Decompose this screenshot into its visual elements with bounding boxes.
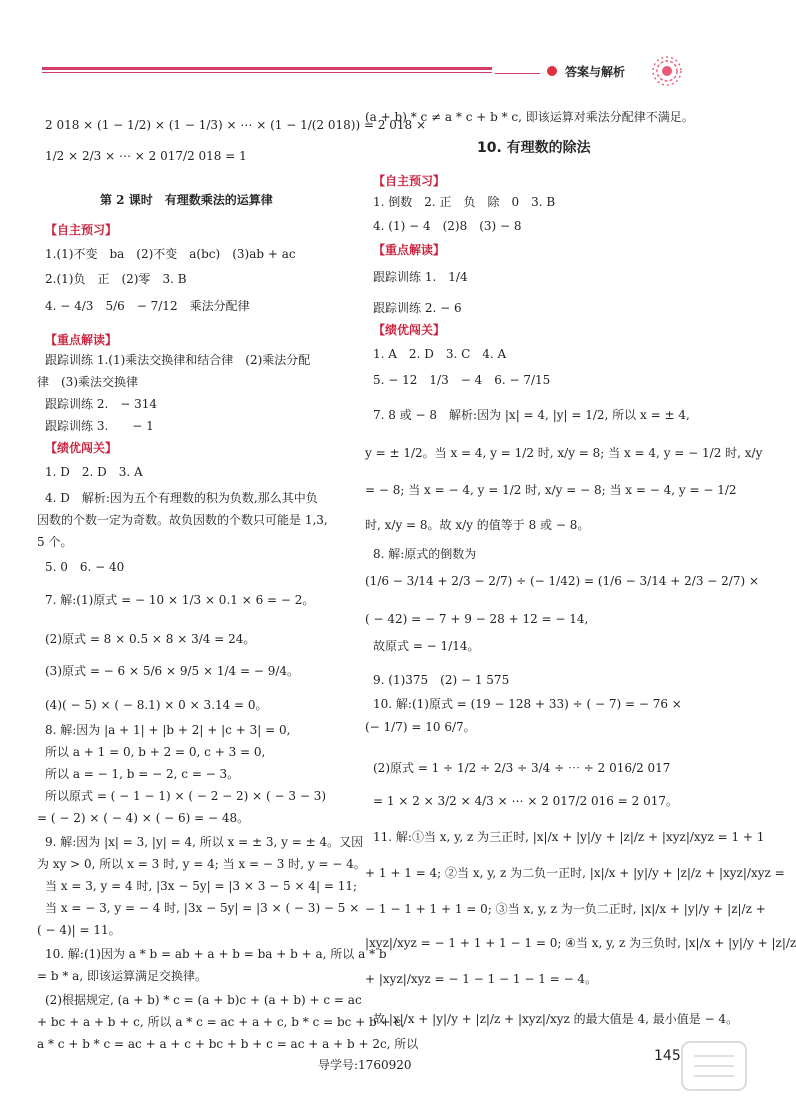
text-line: 【重点解读】 xyxy=(373,243,446,257)
text-line: 时, x/y = 8。故 x/y 的值等于 8 或 − 8。 xyxy=(365,518,590,532)
text-line: + bc + a + b + c, 所以 a * c = ac + a + c, b * c = bc + b + c, xyxy=(37,1015,405,1029)
text-line: + 1 + 1 = 4; ②当 x, y, z 为二负一正时, |x|/x + |y|/y + |z|/z + |xyz|/xyz = xyxy=(365,866,785,880)
text-line: 跟踪训练 2. − 314 xyxy=(45,397,158,411)
text-line: 1. D 2. D 3. A xyxy=(45,465,143,479)
text-line: 为 xy > 0, 所以 x = 3 时, y = 4; 当 x = − 3 时, y = − 4。 xyxy=(37,857,366,871)
text-line: = ( − 2) × ( − 4) × ( − 6) = − 48。 xyxy=(37,811,250,825)
watermark-stamp-icon xyxy=(678,1036,750,1096)
text-line: (a + b) * c ≠ a * c + b * c, 即该运算对乘法分配律不满足。 xyxy=(365,110,694,124)
text-line: 故 |x|/x + |y|/y + |z|/z + |xyz|/xyz 的最大值是 4, 最小值是 − 4。 xyxy=(373,1012,739,1026)
text-line: = b * a, 即该运算满足交换律。 xyxy=(37,969,207,983)
text-line: 10. 解:(1)原式 = (19 − 128 + 33) ÷ ( − 7) = − 76 × xyxy=(373,697,682,711)
text-line: 【自主预习】 xyxy=(45,223,118,237)
text-line: 第 2 课时 有理数乘法的运算律 xyxy=(100,193,273,207)
text-line: 律 (3)乘法交换律 xyxy=(37,375,138,389)
text-line: = 1 × 2 × 3/2 × 4/3 × ⋯ × 2 017/2 016 = 2 017。 xyxy=(373,794,678,808)
text-line: 当 x = 3, y = 4 时, |3x − 5y| = |3 × 3 − 5 × 4| = 11; xyxy=(45,879,358,893)
header-rule-short xyxy=(495,73,540,74)
text-line: 跟踪训练 1.(1)乘法交换律和结合律 (2)乘法分配 xyxy=(45,353,311,367)
text-line: (4)( − 5) × ( − 8.1) × 0 × 3.14 = 0。 xyxy=(45,698,268,712)
text-line: 2.(1)负 正 (2)零 3. B xyxy=(45,272,187,286)
text-line: 7. 解:(1)原式 = − 10 × 1/3 × 0.1 × 6 = − 2。 xyxy=(45,593,315,607)
text-line: 1.(1)不变 ba (2)不变 a(bc) (3)ab + ac xyxy=(45,247,296,261)
text-line: 【绩优闯关】 xyxy=(45,441,118,455)
text-line: 7. 8 或 − 8 解析:因为 |x| = 4, |y| = 1/2, 所以 x = ± 4, xyxy=(373,408,690,422)
text-line: 8. 解:原式的倒数为 xyxy=(373,547,477,561)
text-line: 10. 有理数的除法 xyxy=(477,140,591,156)
text-line: 5. − 12 1/3 − 4 6. − 7/15 xyxy=(373,373,551,387)
text-line: 1. 倒数 2. 正 负 除 0 3. B xyxy=(373,195,556,209)
text-line: 4. − 4/3 5/6 − 7/12 乘法分配律 xyxy=(45,299,250,313)
text-line: y = ± 1/2。当 x = 4, y = 1/2 时, x/y = 8; 当 x = 4, y = − 1/2 时, x/y xyxy=(365,446,763,460)
text-line: 故原式 = − 1/14。 xyxy=(373,639,480,653)
text-line: 当 x = − 3, y = − 4 时, |3x − 5y| = |3 × ( − 3) − 5 × xyxy=(45,901,360,915)
text-line: 【重点解读】 xyxy=(45,333,118,347)
text-line: 10. 解:(1)因为 a * b = ab + a + b = ba + b + a, 所以 a * b xyxy=(45,947,387,961)
text-line: ( − 42) = − 7 + 9 − 28 + 12 = − 14, xyxy=(365,612,589,626)
text-line: 所以原式 = ( − 1 − 1) × ( − 2 − 2) × ( − 3 − 3) xyxy=(45,789,327,803)
text-line: 9. 解:因为 |x| = 3, |y| = 4, 所以 x = ± 3, y = ± 4。又因 xyxy=(45,835,364,849)
text-line: (2)根据规定, (a + b) * c = (a + b)c + (a + b) + c = ac xyxy=(45,993,362,1007)
page-header xyxy=(0,0,750,100)
header-rule-thin xyxy=(42,72,492,73)
header-title: 答案与解析 xyxy=(565,65,626,79)
text-line: 因数的个数一定为奇数。故负因数的个数只可能是 1,3, xyxy=(37,513,328,527)
page-number: 145 xyxy=(654,1048,681,1064)
guide-code: 导学号:1760920 xyxy=(318,1058,412,1072)
text-line: − 1 − 1 + 1 + 1 = 0; ③当 x, y, z 为一负二正时, |x|/x + |y|/y + |z|/z + xyxy=(365,902,766,916)
text-line: (− 1/7) = 10 6/7。 xyxy=(365,720,476,734)
text-line: 9. (1)375 (2) − 1 575 xyxy=(373,673,510,687)
text-line: 4. (1) − 4 (2)8 (3) − 8 xyxy=(373,219,522,233)
text-line: 跟踪训练 1. 1/4 xyxy=(373,270,468,284)
text-line: 【绩优闯关】 xyxy=(373,323,446,337)
text-line: 所以 a + 1 = 0, b + 2 = 0, c + 3 = 0, xyxy=(45,745,266,759)
text-line: 1/2 × 2/3 × ⋯ × 2 017/2 018 = 1 xyxy=(45,149,247,163)
text-line: ( − 4)| = 11。 xyxy=(37,923,121,937)
text-line: 1. A 2. D 3. C 4. A xyxy=(373,347,507,361)
flower-logo-icon xyxy=(650,54,684,88)
text-line: (1/6 − 3/14 + 2/3 − 2/7) ÷ (− 1/42) = (1/6 − 3/14 + 2/3 − 2/7) × xyxy=(365,574,760,588)
text-line: 8. 解:因为 |a + 1| + |b + 2| + |c + 3| = 0, xyxy=(45,723,291,737)
text-line: |xyz|/xyz = − 1 + 1 + 1 − 1 = 0; ④当 x, y, z 为三负时, |x|/x + |y|/y + |z|/z xyxy=(365,936,796,950)
text-line: 5. 0 6. − 40 xyxy=(45,560,125,574)
text-line: = − 8; 当 x = − 4, y = 1/2 时, x/y = − 8; 当 x = − 4, y = − 1/2 xyxy=(365,483,737,497)
text-line: (2)原式 = 1 ÷ 1/2 ÷ 2/3 ÷ 3/4 ÷ ⋯ ÷ 2 016/2 017 xyxy=(373,761,671,775)
text-line: 跟踪训练 3. − 1 xyxy=(45,419,154,433)
text-line: 跟踪训练 2. − 6 xyxy=(373,301,462,315)
header-rule-thick xyxy=(42,67,492,70)
text-line: (3)原式 = − 6 × 5/6 × 9/5 × 1/4 = − 9/4。 xyxy=(45,664,300,678)
header-dot-icon xyxy=(547,66,557,76)
text-line: 11. 解:①当 x, y, z 为三正时, |x|/x + |y|/y + |z|/z + |xyz|/xyz = 1 + 1 xyxy=(373,830,765,844)
text-line: 2 018 × (1 − 1/2) × (1 − 1/3) × ⋯ × (1 − 1/(2 018)) = 2 018 × xyxy=(45,118,427,132)
text-line: a * c + b * c = ac + a + c + bc + b + c = ac + a + b + 2c, 所以 xyxy=(37,1037,419,1051)
text-line: + |xyz|/xyz = − 1 − 1 − 1 − 1 = − 4。 xyxy=(365,972,598,986)
text-line: 【自主预习】 xyxy=(373,174,446,188)
text-line: 4. D 解析:因为五个有理数的积为负数,那么其中负 xyxy=(45,491,318,505)
text-line: 5 个。 xyxy=(37,535,73,549)
text-line: (2)原式 = 8 × 0.5 × 8 × 3/4 = 24。 xyxy=(45,632,256,646)
text-line: 所以 a = − 1, b = − 2, c = − 3。 xyxy=(45,767,240,781)
